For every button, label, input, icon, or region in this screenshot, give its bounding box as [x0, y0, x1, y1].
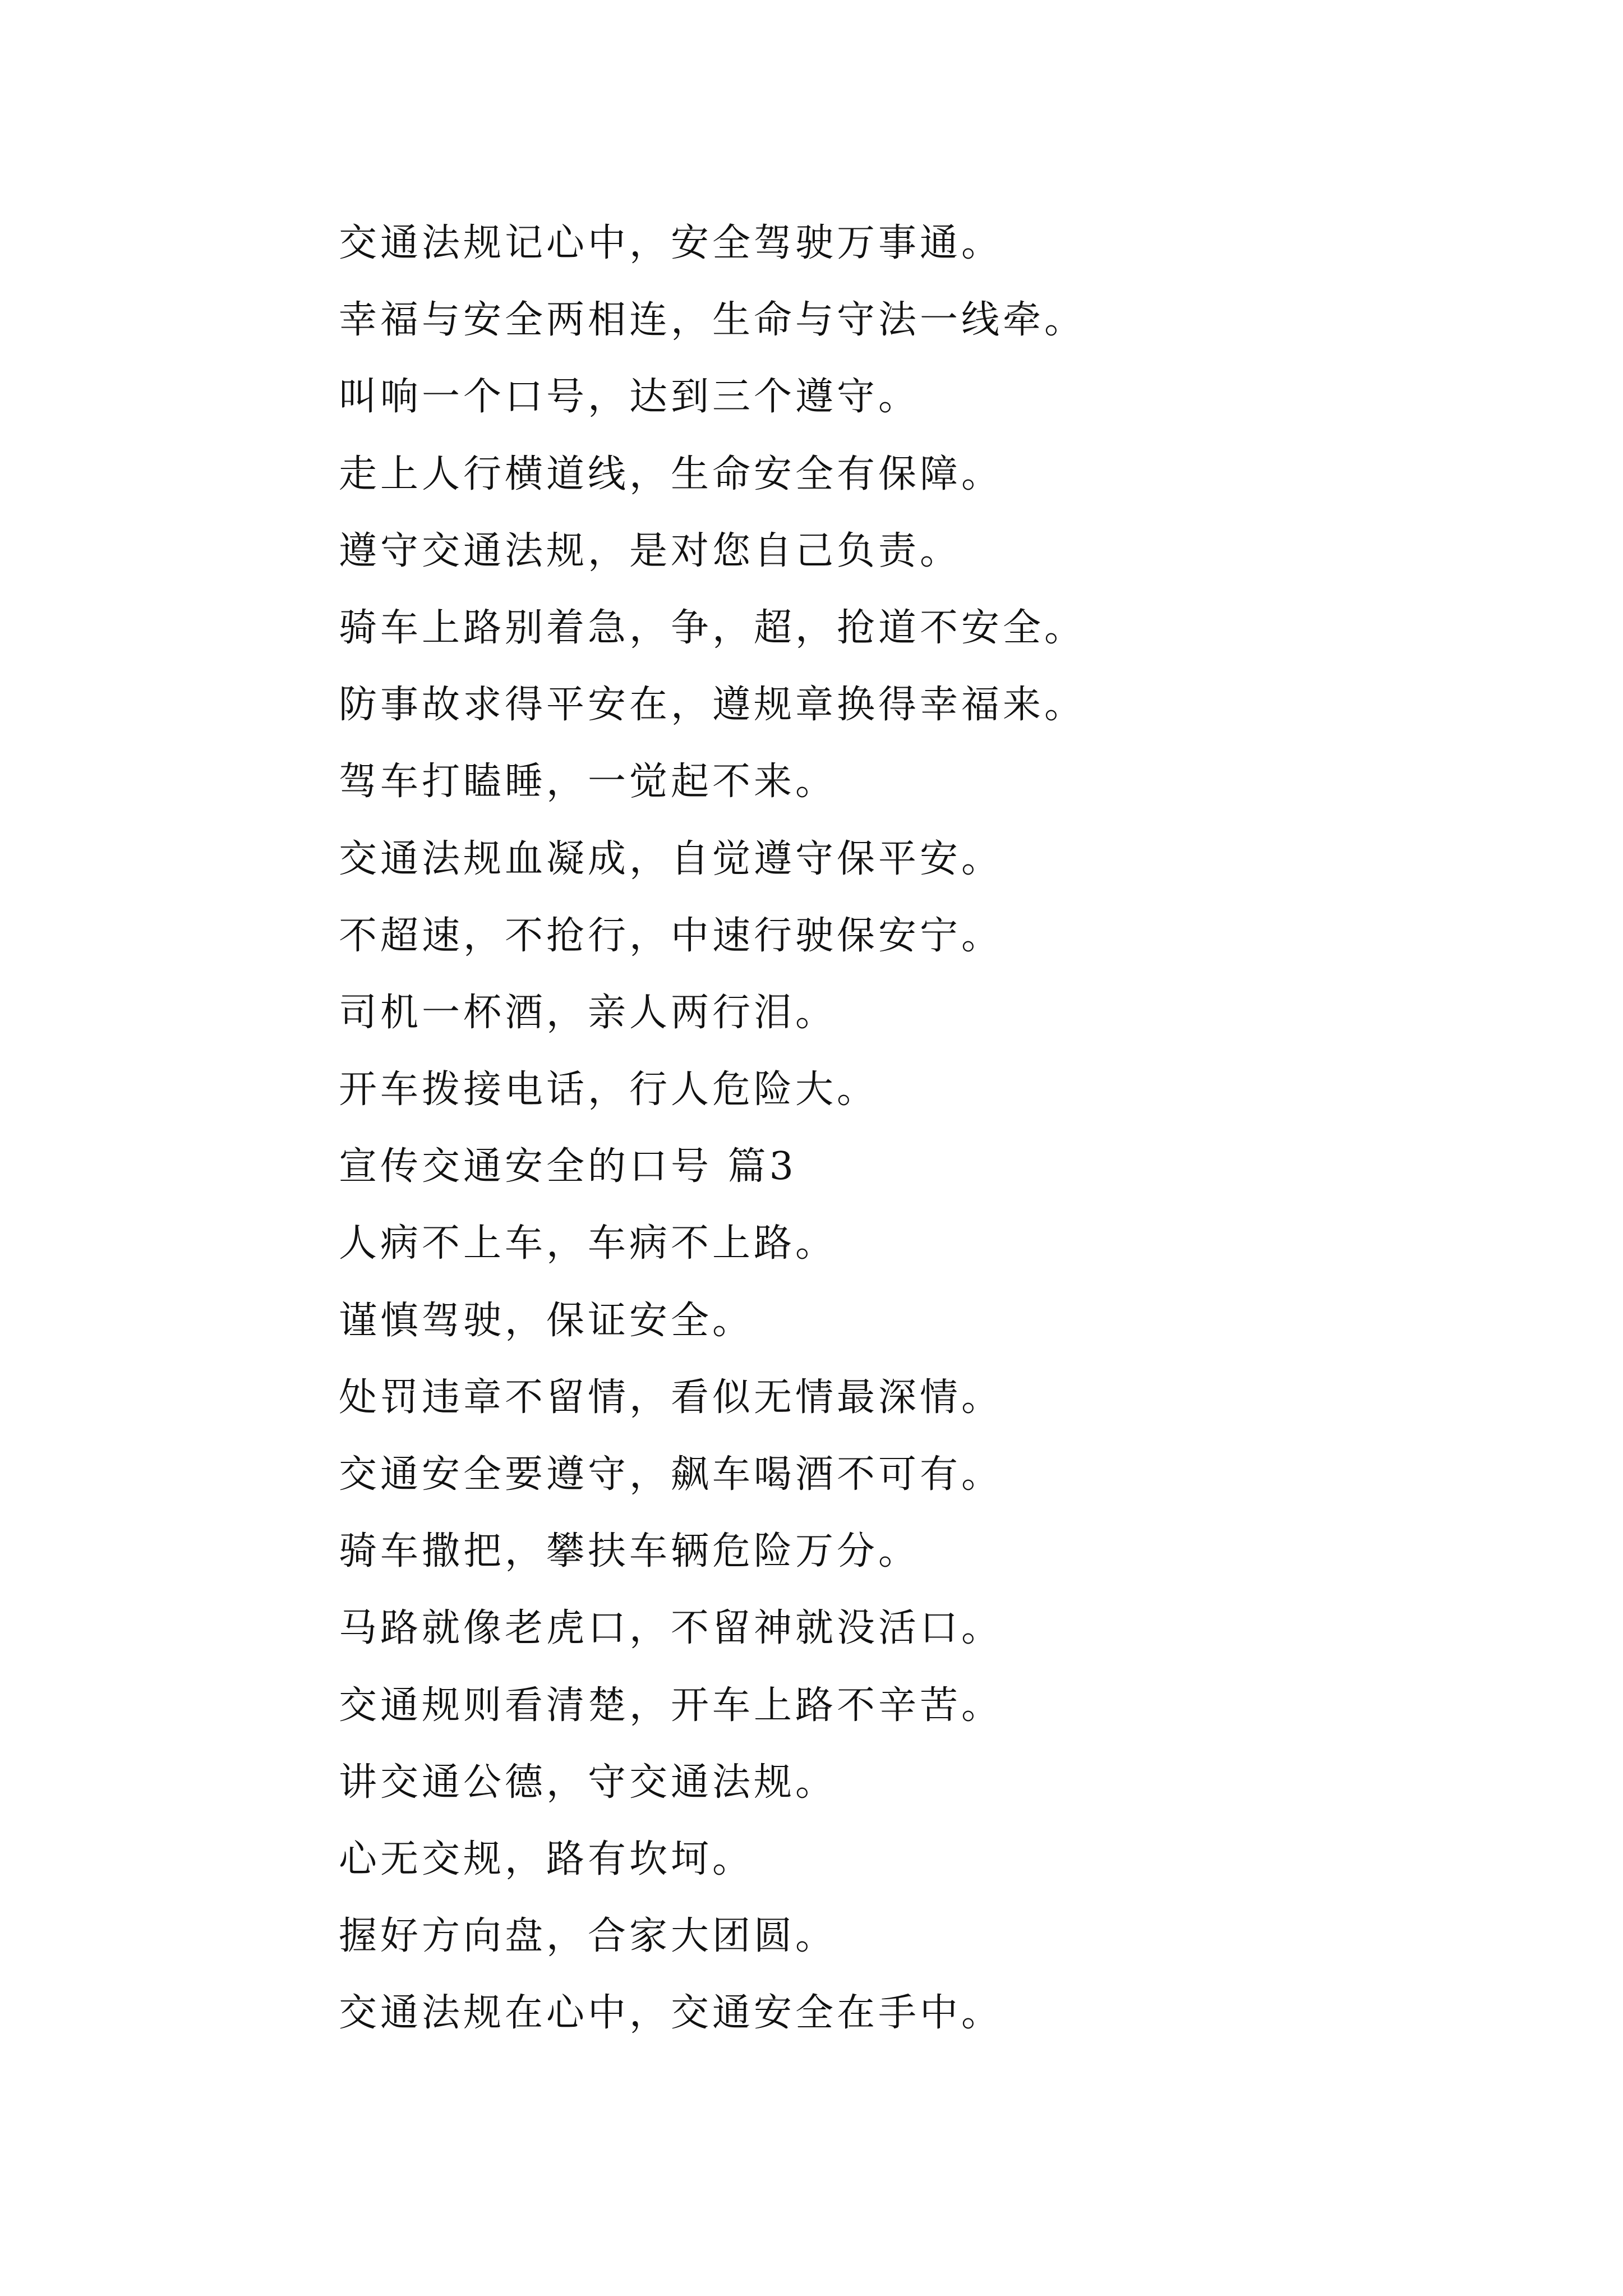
- text-line: 谨慎驾驶，保证安全。: [339, 1298, 754, 1343]
- text-line: 驾车打瞌睡，一觉起不来。: [339, 760, 837, 804]
- text-line: 交通安全要遵守，飙车喝酒不可有。: [339, 1452, 1003, 1497]
- text-line: 不超速，不抢行，中速行驶保安宁。: [339, 913, 1003, 958]
- text-line: 讲交通公德，守交通法规。: [339, 1760, 837, 1805]
- slogan-list: [339, 205, 1516, 2052]
- text-line: 人病不上车，车病不上路。: [339, 1221, 837, 1266]
- text-line: 走上人行横道线，生命安全有保障。: [339, 452, 1003, 496]
- text-line: 叫响一个口号，达到三个遵守。: [339, 375, 920, 420]
- text-line: 交通法规血凝成，自觉遵守保平安。: [339, 836, 1003, 881]
- text-line: 骑车撒把，攀扶车辆危险万分。: [339, 1529, 920, 1574]
- text-line: 遵守交通法规，是对您自己负责。: [339, 528, 962, 573]
- text-line: 马路就像老虎口，不留神就没活口。: [339, 1606, 1003, 1651]
- text-line: 司机一杯酒，亲人两行泪。: [339, 990, 837, 1035]
- text-line: 幸福与安全两相连，生命与守法一线牵。: [339, 298, 1086, 343]
- text-line: 交通法规在心中，交通安全在手中。: [339, 1991, 1003, 2036]
- text-line: 防事故求得平安在，遵规章换得幸福来。: [339, 683, 1086, 728]
- text-line: 心无交规，路有坎坷。: [339, 1837, 754, 1881]
- text-line: 交通法规记心中，安全驾驶万事通。: [339, 221, 1003, 265]
- text-line: 开车拨接电话，行人危险大。: [339, 1068, 879, 1112]
- text-line: 握好方向盘，合家大团圆。: [339, 1914, 837, 1959]
- text-line: 骑车上路别着急，争，超，抢道不安全。: [339, 605, 1086, 650]
- text-line: 处罚违章不留情，看似无情最深情。: [339, 1375, 1003, 1420]
- section-heading: 宣传交通安全的口号 篇3: [339, 1144, 797, 1189]
- text-line: 交通规则看清楚，开车上路不辛苦。: [339, 1683, 1003, 1728]
